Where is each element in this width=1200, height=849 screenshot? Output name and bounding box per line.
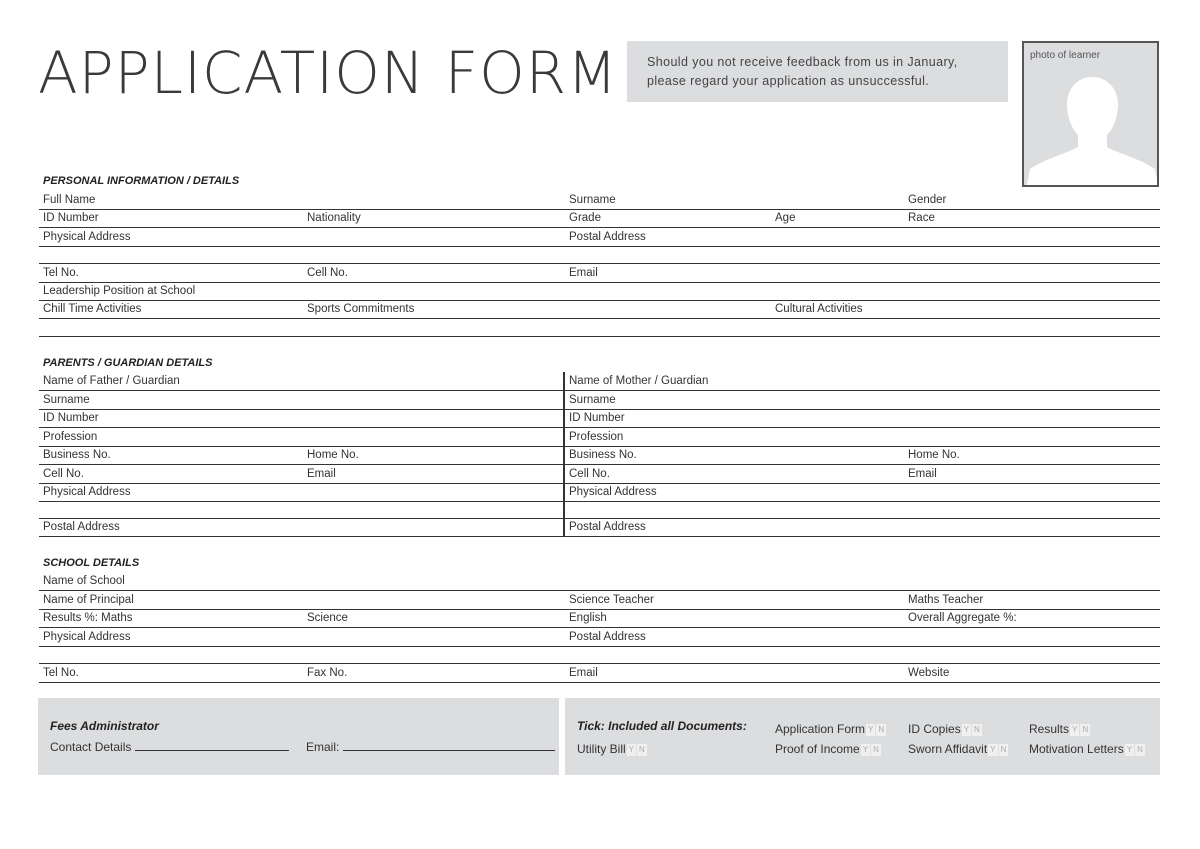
personal-row-activities[interactable] bbox=[39, 300, 1160, 319]
parents-row-id[interactable] bbox=[39, 409, 1160, 428]
fees-admin-box bbox=[38, 698, 559, 775]
chill-time-label: Chill Time Activities bbox=[43, 303, 142, 315]
personal-row-address-2[interactable] bbox=[39, 245, 1160, 264]
parents-row-surname[interactable] bbox=[39, 391, 1160, 410]
parents-row-profession[interactable] bbox=[39, 428, 1160, 447]
doc-motivation[interactable] bbox=[1029, 742, 1145, 756]
father-surname-label: Surname bbox=[43, 394, 90, 406]
postal-address-label: Postal Address bbox=[569, 231, 646, 243]
race-label: Race bbox=[908, 212, 935, 224]
mother-email-label: Email bbox=[908, 468, 937, 480]
school-physical-address-label: Physical Address bbox=[43, 631, 131, 643]
parents-row-address-2[interactable] bbox=[39, 500, 1160, 519]
school-website-label: Website bbox=[908, 667, 950, 679]
personal-row-id[interactable] bbox=[39, 209, 1160, 228]
id-number-label: ID Number bbox=[43, 212, 99, 224]
father-home-label: Home No. bbox=[307, 449, 359, 461]
mother-profession-label: Profession bbox=[569, 431, 624, 443]
photo-placeholder[interactable] bbox=[1022, 41, 1159, 187]
father-label: Name of Father / Guardian bbox=[43, 375, 180, 387]
gender-label: Gender bbox=[908, 194, 947, 206]
doc-id-copies-label: ID Copies bbox=[908, 722, 961, 736]
surname-label: Surname bbox=[569, 194, 616, 206]
parents-section-heading: PARENTS / GUARDIAN DETAILS bbox=[43, 357, 213, 369]
doc-utility-bill-label: Utility Bill bbox=[577, 742, 626, 756]
yes-box[interactable]: Y bbox=[963, 724, 970, 734]
doc-sworn-affidavit[interactable] bbox=[908, 742, 1008, 756]
age-label: Age bbox=[775, 212, 796, 224]
school-row-principal[interactable] bbox=[39, 591, 1160, 610]
father-id-label: ID Number bbox=[43, 412, 99, 424]
contact-details-field[interactable] bbox=[50, 740, 289, 754]
email-label: Email bbox=[569, 267, 598, 279]
school-fax-label: Fax No. bbox=[307, 667, 348, 679]
doc-application-form-label: Application Form bbox=[775, 722, 866, 736]
mother-cell-label: Cell No. bbox=[569, 468, 610, 480]
maths-teacher-label: Maths Teacher bbox=[908, 594, 984, 606]
doc-motivation-label: Motivation Letters bbox=[1029, 742, 1124, 756]
physical-address-label: Physical Address bbox=[43, 231, 131, 243]
school-tel-label: Tel No. bbox=[43, 667, 79, 679]
parents-row-cell[interactable] bbox=[39, 465, 1160, 484]
mother-business-label: Business No. bbox=[569, 449, 637, 461]
doc-results-label: Results bbox=[1029, 722, 1070, 736]
parents-row-name[interactable] bbox=[39, 372, 1160, 391]
fees-admin-heading: Fees Administrator bbox=[50, 719, 159, 733]
grade-label: Grade bbox=[569, 212, 601, 224]
mother-home-label: Home No. bbox=[908, 449, 960, 461]
doc-proof-income-label: Proof of Income bbox=[775, 742, 860, 756]
doc-proof-income[interactable] bbox=[775, 742, 881, 756]
mother-label: Name of Mother / Guardian bbox=[569, 375, 709, 387]
school-name-label: Name of School bbox=[43, 575, 125, 587]
father-business-label: Business No. bbox=[43, 449, 111, 461]
mother-physical-address-label: Physical Address bbox=[569, 486, 657, 498]
mother-surname-label: Surname bbox=[569, 394, 616, 406]
father-cell-label: Cell No. bbox=[43, 468, 84, 480]
aggregate-label: Overall Aggregate %: bbox=[908, 612, 1017, 624]
no-box[interactable]: N bbox=[878, 724, 885, 734]
fees-email-field[interactable] bbox=[306, 740, 555, 754]
tel-label: Tel No. bbox=[43, 267, 79, 279]
no-box[interactable]: N bbox=[1137, 744, 1143, 754]
feedback-notice: Should you not receive feedback from us in January, please regard your application as unsuccessful. bbox=[627, 41, 1008, 102]
doc-sworn-affidavit-label: Sworn Affidavit bbox=[908, 742, 988, 756]
personal-row-leadership[interactable] bbox=[39, 282, 1160, 301]
science-result-label: Science bbox=[307, 612, 348, 624]
school-postal-address-label: Postal Address bbox=[569, 631, 646, 643]
school-row-contact[interactable] bbox=[39, 664, 1160, 683]
father-physical-address-label: Physical Address bbox=[43, 486, 131, 498]
photo-label: photo of learner bbox=[1030, 50, 1101, 61]
yes-box[interactable]: Y bbox=[1072, 724, 1078, 734]
personal-row-name[interactable] bbox=[39, 191, 1160, 210]
results-maths-label: Results %: Maths bbox=[43, 612, 133, 624]
no-box[interactable]: N bbox=[873, 744, 879, 754]
school-row-name[interactable] bbox=[39, 572, 1160, 591]
personal-row-contact[interactable] bbox=[39, 264, 1160, 283]
documents-checklist-box bbox=[565, 698, 1160, 775]
personal-row-activities-2[interactable] bbox=[39, 318, 1160, 337]
documents-heading: Tick: Included all Documents: bbox=[577, 719, 747, 733]
sports-label: Sports Commitments bbox=[307, 303, 415, 315]
science-teacher-label: Science Teacher bbox=[569, 594, 654, 606]
yes-box[interactable]: Y bbox=[990, 744, 996, 754]
cultural-label: Cultural Activities bbox=[775, 303, 863, 315]
no-box[interactable]: N bbox=[639, 744, 645, 754]
mother-id-label: ID Number bbox=[569, 412, 625, 424]
doc-results[interactable] bbox=[1029, 722, 1090, 736]
school-row-address-2[interactable] bbox=[39, 645, 1160, 664]
father-profession-label: Profession bbox=[43, 431, 98, 443]
leadership-label: Leadership Position at School bbox=[43, 285, 196, 297]
no-box[interactable]: N bbox=[1082, 724, 1089, 734]
father-postal-address-label: Postal Address bbox=[43, 521, 120, 533]
no-box[interactable]: N bbox=[1000, 744, 1007, 754]
english-result-label: English bbox=[569, 612, 607, 624]
father-email-label: Email bbox=[307, 468, 336, 480]
nationality-label: Nationality bbox=[307, 212, 361, 224]
contact-details-label: Contact Details bbox=[50, 740, 132, 754]
school-row-results[interactable] bbox=[39, 609, 1160, 628]
fees-email-line bbox=[343, 740, 555, 751]
yes-box[interactable]: Y bbox=[1126, 744, 1133, 754]
school-email-label: Email bbox=[569, 667, 598, 679]
cell-label: Cell No. bbox=[307, 267, 348, 279]
principal-label: Name of Principal bbox=[43, 594, 134, 606]
doc-id-copies[interactable] bbox=[908, 722, 982, 736]
parents-row-postal[interactable] bbox=[39, 518, 1160, 537]
full-name-label: Full Name bbox=[43, 194, 96, 206]
school-section-heading: SCHOOL DETAILS bbox=[43, 557, 140, 569]
doc-application-form[interactable] bbox=[775, 722, 886, 736]
mother-postal-address-label: Postal Address bbox=[569, 521, 646, 533]
yes-box[interactable]: Y bbox=[628, 744, 635, 754]
no-box[interactable]: N bbox=[974, 724, 980, 734]
fees-email-label: Email: bbox=[306, 740, 340, 754]
contact-details-line bbox=[135, 740, 289, 751]
doc-utility-bill[interactable] bbox=[577, 742, 647, 756]
person-silhouette-icon bbox=[1024, 43, 1159, 187]
parents-row-business[interactable] bbox=[39, 446, 1160, 465]
yes-box[interactable]: Y bbox=[868, 724, 874, 734]
yes-box[interactable]: Y bbox=[862, 744, 869, 754]
page-title: APPLICATION FORM bbox=[38, 39, 619, 107]
personal-section-heading: PERSONAL INFORMATION / DETAILS bbox=[43, 175, 240, 187]
